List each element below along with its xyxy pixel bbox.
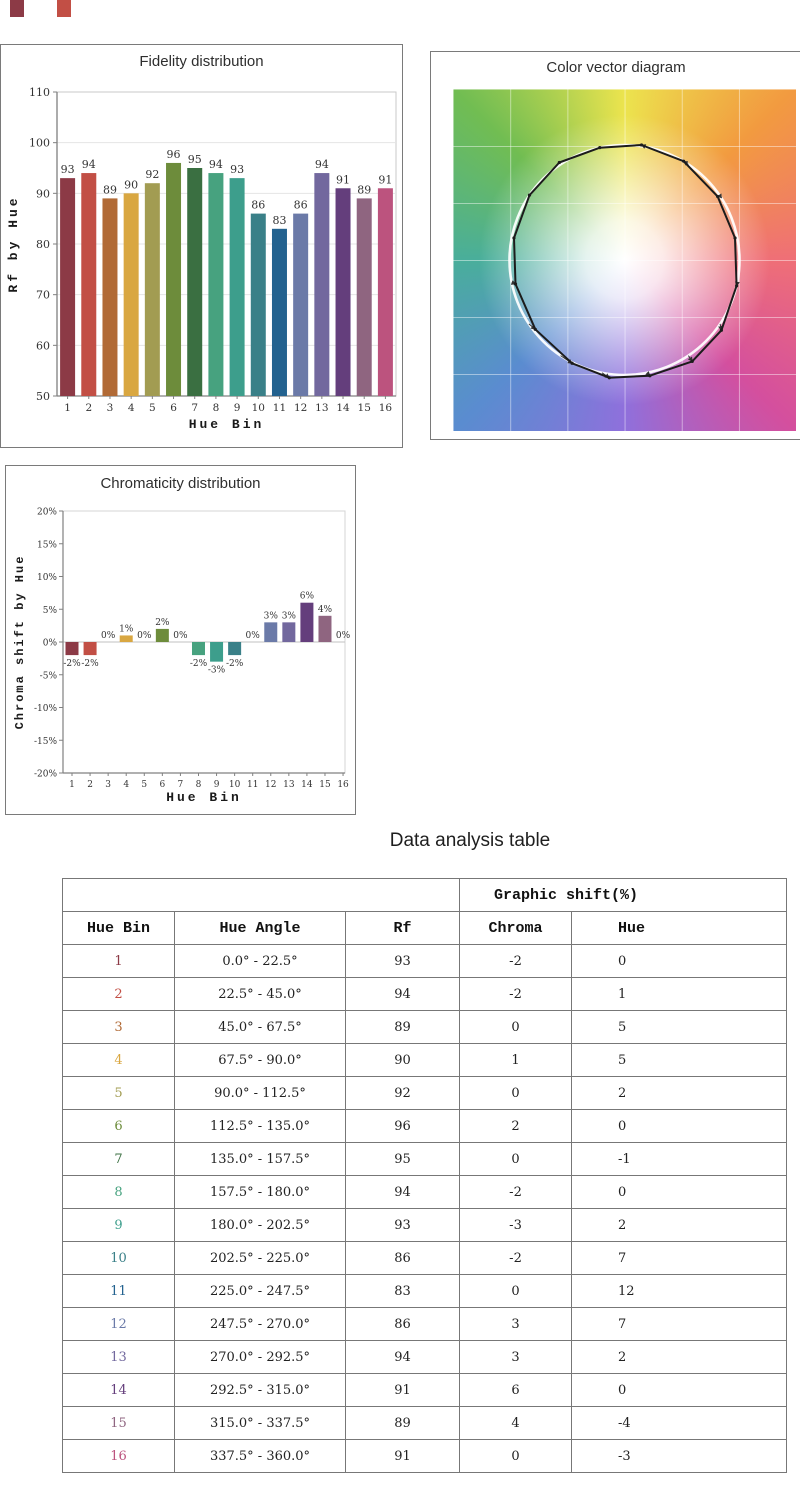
- cell-chroma-shift: 0: [460, 1440, 572, 1473]
- cell-hue-shift: 2: [572, 1077, 787, 1110]
- svg-text:4: 4: [127, 402, 135, 414]
- cell-hue-angle: 247.5° - 270.0°: [175, 1308, 346, 1341]
- table-header-row: [63, 912, 787, 945]
- cell-hue-bin: 16: [63, 1440, 175, 1473]
- svg-text:80: 80: [36, 238, 50, 251]
- svg-text:11: 11: [272, 402, 287, 414]
- cell-hue-shift: 5: [572, 1044, 787, 1077]
- table-row: [63, 1440, 787, 1473]
- svg-text:70: 70: [36, 288, 50, 302]
- cropped-bar-fragment: [57, 0, 71, 17]
- cell-hue-bin: 14: [63, 1374, 175, 1407]
- cell-rf: 93: [346, 945, 460, 978]
- svg-text:2: 2: [85, 402, 93, 414]
- svg-text:0%: 0%: [173, 631, 188, 641]
- cell-hue-shift: 0: [572, 1110, 787, 1143]
- svg-text:15%: 15%: [36, 540, 57, 551]
- cell-chroma-shift: -3: [460, 1209, 572, 1242]
- cell-chroma-shift: 0: [460, 1011, 572, 1044]
- cell-rf: 89: [346, 1407, 460, 1440]
- svg-text:Hue Bin: Hue Bin: [166, 790, 242, 805]
- col-header-hue: Hue: [572, 912, 787, 945]
- cell-hue-angle: 45.0° - 67.5°: [175, 1011, 346, 1044]
- chromaticity-distribution-panel: [5, 465, 356, 815]
- cell-hue-angle: 90.0° - 112.5°: [175, 1077, 346, 1110]
- graphic-shift-header: Graphic shift(%): [460, 879, 787, 912]
- svg-text:Hue Bin: Hue Bin: [188, 417, 265, 432]
- svg-text:83: 83: [272, 213, 287, 227]
- svg-text:0%: 0%: [335, 631, 351, 641]
- table-row: [63, 1044, 787, 1077]
- svg-text:15: 15: [357, 402, 371, 414]
- svg-text:89: 89: [357, 183, 372, 197]
- vector-chart-title: Color vector diagram: [546, 59, 686, 76]
- fidelity-bar-chart: [1, 45, 402, 447]
- svg-text:-20%: -20%: [33, 769, 57, 780]
- table-row: [63, 1407, 787, 1440]
- chromaticity-bar-chart: [6, 466, 355, 814]
- cell-hue-angle: 292.5° - 315.0°: [175, 1374, 346, 1407]
- col-header-chroma: Chroma: [460, 912, 572, 945]
- table-row: [63, 1341, 787, 1374]
- svg-text:13: 13: [315, 402, 329, 414]
- svg-text:-10%: -10%: [33, 704, 57, 714]
- svg-text:-15%: -15%: [33, 736, 57, 747]
- cell-hue-bin: 1: [63, 945, 175, 978]
- svg-text:13: 13: [283, 780, 295, 790]
- cell-rf: 94: [346, 978, 460, 1011]
- cell-hue-bin: 8: [63, 1176, 175, 1209]
- color-vector-polygon: [453, 89, 796, 431]
- cell-rf: 94: [346, 1341, 460, 1374]
- cell-hue-shift: 2: [572, 1209, 787, 1242]
- table-row: [63, 1176, 787, 1209]
- cell-chroma-shift: 1: [460, 1044, 572, 1077]
- svg-text:Chroma shift by Hue: Chroma shift by Hue: [13, 554, 27, 730]
- svg-text:3%: 3%: [281, 611, 296, 622]
- cell-rf: 89: [346, 1011, 460, 1044]
- cell-chroma-shift: -2: [460, 1176, 572, 1209]
- svg-text:2%: 2%: [155, 617, 170, 628]
- cell-hue-shift: 7: [572, 1242, 787, 1275]
- svg-text:-2%: -2%: [63, 659, 81, 670]
- table-row: [63, 1242, 787, 1275]
- table-row: [63, 1110, 787, 1143]
- cell-hue-shift: -4: [572, 1407, 787, 1440]
- svg-text:Rf by Hue: Rf by Hue: [6, 195, 21, 293]
- svg-text:14: 14: [336, 402, 350, 414]
- cell-hue-bin: 11: [63, 1275, 175, 1308]
- svg-text:14: 14: [301, 780, 313, 790]
- cell-rf: 91: [346, 1440, 460, 1473]
- svg-text:3: 3: [105, 780, 112, 790]
- cell-chroma-shift: 4: [460, 1407, 572, 1440]
- cell-hue-angle: 22.5° - 45.0°: [175, 978, 346, 1011]
- svg-text:3%: 3%: [263, 611, 278, 622]
- svg-text:16: 16: [337, 780, 349, 790]
- data-analysis-table: [62, 878, 787, 1473]
- svg-text:86: 86: [251, 198, 266, 212]
- cell-hue-angle: 67.5° - 90.0°: [175, 1044, 346, 1077]
- svg-text:10%: 10%: [36, 573, 57, 583]
- cell-chroma-shift: 3: [460, 1308, 572, 1341]
- svg-text:92: 92: [145, 168, 160, 182]
- cell-hue-bin: 15: [63, 1407, 175, 1440]
- table-row: [63, 1143, 787, 1176]
- cell-hue-shift: 0: [572, 945, 787, 978]
- svg-text:-5%: -5%: [39, 671, 57, 682]
- svg-text:1%: 1%: [119, 624, 134, 635]
- svg-text:9: 9: [233, 402, 241, 414]
- cell-hue-shift: 12: [572, 1275, 787, 1308]
- cell-hue-angle: 225.0° - 247.5°: [175, 1275, 346, 1308]
- cell-rf: 90: [346, 1044, 460, 1077]
- cell-hue-bin: 3: [63, 1011, 175, 1044]
- cropped-bar-fragment: [10, 0, 24, 17]
- cell-hue-shift: 0: [572, 1176, 787, 1209]
- svg-text:10: 10: [251, 402, 265, 414]
- svg-text:7: 7: [177, 780, 184, 790]
- cell-rf: 93: [346, 1209, 460, 1242]
- svg-text:60: 60: [36, 339, 50, 353]
- svg-text:0%: 0%: [100, 631, 116, 641]
- cell-rf: 83: [346, 1275, 460, 1308]
- cell-chroma-shift: 0: [460, 1143, 572, 1176]
- svg-text:2: 2: [87, 780, 93, 790]
- svg-text:12: 12: [265, 780, 277, 790]
- svg-text:6: 6: [159, 780, 166, 790]
- svg-text:-3%: -3%: [207, 665, 226, 676]
- cell-hue-bin: 7: [63, 1143, 175, 1176]
- cell-rf: 86: [346, 1308, 460, 1341]
- svg-text:0%: 0%: [42, 638, 57, 649]
- cell-hue-angle: 180.0° - 202.5°: [175, 1209, 346, 1242]
- cell-chroma-shift: 2: [460, 1110, 572, 1143]
- svg-text:90: 90: [36, 187, 50, 201]
- svg-text:-2%: -2%: [81, 659, 99, 670]
- cell-hue-shift: -1: [572, 1143, 787, 1176]
- svg-text:4%: 4%: [317, 604, 333, 615]
- cell-hue-bin: 9: [63, 1209, 175, 1242]
- cell-rf: 91: [346, 1374, 460, 1407]
- svg-text:15: 15: [319, 780, 331, 790]
- svg-text:89: 89: [102, 183, 117, 197]
- table-group-header-row: [63, 879, 787, 912]
- svg-text:91: 91: [336, 173, 351, 187]
- cell-hue-bin: 5: [63, 1077, 175, 1110]
- table-row: [63, 1209, 787, 1242]
- cell-hue-angle: 270.0° - 292.5°: [175, 1341, 346, 1374]
- cell-hue-angle: 0.0° - 22.5°: [175, 945, 346, 978]
- svg-text:110: 110: [29, 86, 50, 99]
- cell-chroma-shift: 3: [460, 1341, 572, 1374]
- col-header-rf: Rf: [346, 912, 460, 945]
- svg-text:-2%: -2%: [225, 659, 244, 670]
- cell-hue-bin: 4: [63, 1044, 175, 1077]
- color-wheel-background: [453, 89, 796, 431]
- cell-hue-shift: 0: [572, 1374, 787, 1407]
- svg-text:90: 90: [124, 178, 139, 192]
- cell-chroma-shift: -2: [460, 945, 572, 978]
- fidelity-distribution-panel: [0, 44, 403, 448]
- cell-hue-bin: 12: [63, 1308, 175, 1341]
- svg-text:0%: 0%: [137, 631, 152, 641]
- cell-chroma-shift: 6: [460, 1374, 572, 1407]
- svg-text:94: 94: [81, 158, 96, 172]
- cell-hue-angle: 157.5° - 180.0°: [175, 1176, 346, 1209]
- svg-text:50: 50: [36, 390, 50, 403]
- cell-hue-bin: 13: [63, 1341, 175, 1374]
- svg-text:86: 86: [293, 198, 308, 212]
- svg-text:93: 93: [230, 163, 245, 177]
- cell-hue-shift: 2: [572, 1341, 787, 1374]
- cell-rf: 94: [346, 1176, 460, 1209]
- fidelity-chart-title: Fidelity distribution: [139, 53, 264, 70]
- cell-hue-shift: -3: [572, 1440, 787, 1473]
- svg-text:5%: 5%: [42, 605, 57, 616]
- cell-hue-angle: 337.5° - 360.0°: [175, 1440, 346, 1473]
- svg-text:1: 1: [69, 780, 75, 790]
- col-header-hue-bin: Hue Bin: [63, 912, 175, 945]
- cell-chroma-shift: 0: [460, 1275, 572, 1308]
- table-row: [63, 1077, 787, 1110]
- cell-hue-bin: 10: [63, 1242, 175, 1275]
- table-row: [63, 1308, 787, 1341]
- table-title: Data analysis table: [389, 830, 551, 851]
- cell-rf: 86: [346, 1242, 460, 1275]
- cell-hue-bin: 2: [63, 978, 175, 1011]
- svg-text:8: 8: [195, 780, 202, 790]
- cell-rf: 92: [346, 1077, 460, 1110]
- svg-text:16: 16: [378, 402, 393, 414]
- cell-chroma-shift: -2: [460, 978, 572, 1011]
- svg-text:0%: 0%: [245, 631, 260, 641]
- svg-text:9: 9: [213, 780, 220, 790]
- blank-header-cell: [63, 879, 460, 912]
- svg-text:-2%: -2%: [189, 659, 208, 670]
- table-row: [63, 1374, 787, 1407]
- svg-text:91: 91: [378, 173, 393, 187]
- svg-text:4: 4: [123, 780, 130, 790]
- svg-text:10: 10: [228, 780, 241, 790]
- cell-hue-angle: 315.0° - 337.5°: [175, 1407, 346, 1440]
- cell-rf: 95: [346, 1143, 460, 1176]
- svg-text:11: 11: [246, 780, 259, 790]
- cell-hue-shift: 5: [572, 1011, 787, 1044]
- cell-hue-angle: 112.5° - 135.0°: [175, 1110, 346, 1143]
- col-header-hue-angle: Hue Angle: [175, 912, 346, 945]
- svg-text:94: 94: [208, 158, 223, 172]
- svg-text:8: 8: [212, 402, 220, 414]
- svg-text:6: 6: [170, 402, 177, 414]
- svg-text:94: 94: [314, 158, 329, 172]
- svg-text:93: 93: [60, 163, 75, 177]
- svg-text:100: 100: [29, 136, 50, 150]
- cell-hue-angle: 202.5° - 225.0°: [175, 1242, 346, 1275]
- svg-text:20%: 20%: [36, 507, 57, 518]
- cell-hue-shift: 7: [572, 1308, 787, 1341]
- table-row: [63, 945, 787, 978]
- svg-text:7: 7: [191, 402, 199, 414]
- svg-text:1: 1: [64, 402, 71, 414]
- svg-text:3: 3: [106, 402, 114, 414]
- svg-text:6%: 6%: [299, 591, 315, 602]
- svg-text:95: 95: [187, 153, 202, 166]
- color-vector-diagram-panel: [430, 51, 800, 440]
- table-row: [63, 1011, 787, 1044]
- cell-chroma-shift: -2: [460, 1242, 572, 1275]
- svg-text:96: 96: [166, 147, 181, 161]
- chromaticity-chart-title: Chromaticity distribution: [100, 475, 261, 492]
- svg-text:12: 12: [293, 402, 308, 414]
- cell-hue-bin: 6: [63, 1110, 175, 1143]
- cell-hue-shift: 1: [572, 978, 787, 1011]
- table-row: [63, 978, 787, 1011]
- svg-text:5: 5: [149, 402, 156, 414]
- cell-hue-angle: 135.0° - 157.5°: [175, 1143, 346, 1176]
- table-row: [63, 1275, 787, 1308]
- cell-chroma-shift: 0: [460, 1077, 572, 1110]
- cell-rf: 96: [346, 1110, 460, 1143]
- svg-text:5: 5: [141, 780, 148, 790]
